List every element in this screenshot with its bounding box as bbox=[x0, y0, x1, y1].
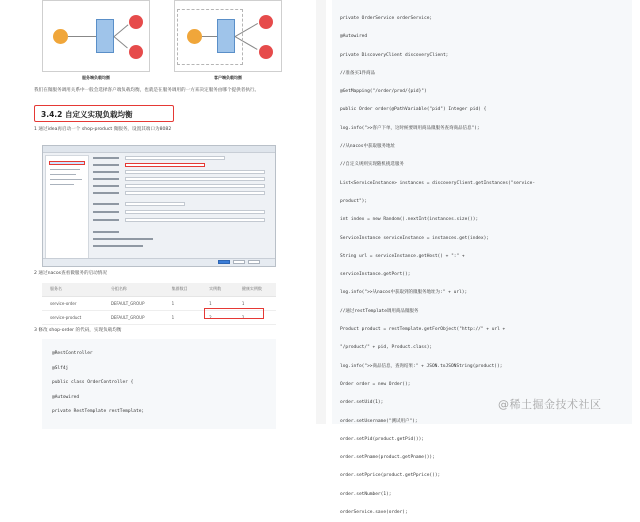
col-cluster-count: 集群数目 bbox=[164, 283, 201, 296]
col-healthy-count: 健康实例数 bbox=[234, 283, 276, 296]
code-line: orderService.save(order); bbox=[340, 510, 408, 516]
code-line: Product product = restTemplate.getForObject("http://" + url + bbox=[340, 327, 506, 333]
section-heading-text: 3.4.2 自定义实现负载均衡 bbox=[41, 110, 133, 119]
order-method-code bbox=[332, 0, 632, 516]
instance-count-highlight bbox=[204, 308, 264, 319]
client-side-lb-diagram bbox=[174, 0, 282, 72]
code-line: order.setPprice(product.getPprice()); bbox=[340, 473, 441, 479]
step-3-text: 3 修改 shop-order 的代码，实现负载均衡 bbox=[34, 328, 122, 333]
code-line: private OrderService orderService; bbox=[340, 16, 433, 21]
load-balance-diagrams bbox=[42, 0, 282, 80]
ok-button[interactable] bbox=[218, 260, 230, 264]
code-line: Order order = new Order(); bbox=[340, 381, 411, 387]
code-line: log.info(">>客户下单，这时候要调用商品微服务查询商品信息"); bbox=[340, 125, 480, 131]
code-line: product"); bbox=[340, 198, 368, 204]
code-line: @GetMapping("/order/prod/{pid}") bbox=[340, 89, 427, 95]
page-gutter bbox=[316, 0, 326, 424]
server-side-lb-diagram bbox=[42, 0, 150, 72]
code-line: order.setUid(1); bbox=[340, 400, 384, 406]
code-line: @Slf4j bbox=[52, 365, 69, 371]
code-line: //准备买1件商品 bbox=[340, 70, 376, 76]
code-line: @RestController bbox=[52, 351, 93, 356]
code-line: order.setUsername("测试用户"); bbox=[340, 418, 418, 424]
code-line: //自定义规则实现随机挑选服务 bbox=[340, 162, 404, 168]
table-row: service-order DEFAULT_GROUP 1 1 1 bbox=[42, 296, 276, 310]
left-page bbox=[8, 0, 308, 424]
col-service-name: 服务名 bbox=[42, 283, 103, 296]
intro-paragraph: 我们在微服务调用关系中一般会选择客户端负载均衡，也就是在服务调用的一方来决定服务由哪个提供者执行。 bbox=[34, 88, 260, 93]
section-heading bbox=[34, 105, 174, 122]
provider-node-1 bbox=[129, 15, 143, 29]
code-line: serviceInstance.getPort(); bbox=[340, 272, 411, 278]
watermark-text: @稀土掘金技术社区 bbox=[498, 398, 602, 411]
provider-node-1 bbox=[259, 15, 273, 29]
code-line: log.info(">>从nacos中获取到的微服务地址为:" + url); bbox=[340, 290, 468, 296]
col-group-name: 分组名称 bbox=[103, 283, 164, 296]
run-configuration-screenshot bbox=[42, 145, 276, 267]
code-line: order.setPname(product.getPname()); bbox=[340, 455, 435, 461]
code-line: order.setPid(product.getPid()); bbox=[340, 436, 424, 442]
code-line: @Autowired bbox=[340, 34, 368, 40]
code-line: int index = new Random().nextInt(instances.size()); bbox=[340, 217, 479, 223]
order-controller-code bbox=[42, 339, 276, 429]
caller-node bbox=[53, 29, 68, 44]
code-line: ServiceInstance serviceInstance = instances.get(index); bbox=[340, 235, 490, 241]
cancel-button[interactable] bbox=[233, 260, 245, 264]
table-row: service-product DEFAULT_GROUP 1 2 2 bbox=[42, 310, 276, 324]
watermark bbox=[498, 396, 602, 412]
config-form bbox=[93, 155, 272, 259]
step-1-text: 1 通过idea再启动一个 shop-product 微服务，设置其端口为8082 bbox=[34, 127, 172, 132]
right-page bbox=[332, 0, 632, 516]
code-line: //通过restTemplate调用商品微服务 bbox=[340, 308, 419, 314]
col-instance-count: 实例数 bbox=[201, 283, 234, 296]
code-line: public class OrderController { bbox=[52, 380, 134, 385]
code-line: "/product/" + pid, Product.class); bbox=[340, 345, 433, 351]
apply-button[interactable] bbox=[248, 260, 260, 264]
code-line: public Order order(@PathVariable("pid") Integer pid) { bbox=[340, 107, 487, 113]
diagram-caption-client: 客户端负载均衡 bbox=[214, 75, 242, 80]
diagram-caption-server: 服务端负载均衡 bbox=[82, 75, 110, 80]
provider-node-2 bbox=[129, 45, 143, 59]
code-line: @Autowired bbox=[52, 394, 80, 400]
code-line: private RestTemplate restTemplate; bbox=[52, 409, 145, 414]
config-tree bbox=[45, 155, 89, 259]
code-line: order.setNumber(1); bbox=[340, 491, 392, 497]
table-header-row bbox=[42, 283, 276, 296]
step-2-text: 2 通过nacos查看微服务的启动情况 bbox=[34, 271, 107, 276]
load-balancer-box bbox=[96, 19, 114, 53]
provider-node-2 bbox=[259, 45, 273, 59]
vm-options-field bbox=[125, 163, 205, 167]
code-line: List<ServiceInstance> instances = discoveryClient.getInstances("service- bbox=[340, 180, 536, 186]
code-line: String url = serviceInstance.getHost() + ":" + bbox=[340, 253, 465, 259]
code-line: //从nacos中获取服务地址 bbox=[340, 144, 395, 150]
code-line: private DiscoveryClient discoveryClient; bbox=[340, 52, 449, 58]
code-line: log.info(">>商品信息，查询结果:" + JSON.toJSONString(product)); bbox=[340, 363, 503, 369]
